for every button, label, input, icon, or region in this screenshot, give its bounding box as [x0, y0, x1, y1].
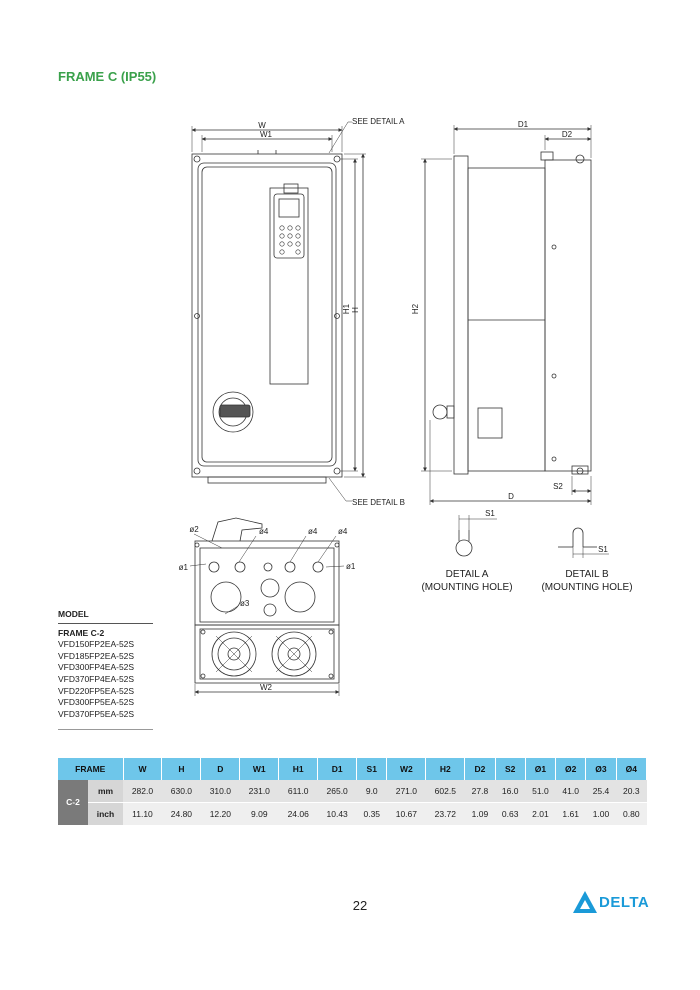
detail-b-title: DETAIL B [565, 569, 609, 580]
model-item: VFD185FP2EA-52S [58, 650, 135, 661]
dim-w-label: W [258, 121, 266, 130]
value-cell: 23.72 [426, 803, 465, 826]
value-cell: 51.0 [525, 780, 555, 803]
header-cell: H1 [279, 758, 318, 780]
value-cell: 1.61 [556, 803, 586, 826]
detail-a-subtitle: (MOUNTING HOLE) [421, 582, 513, 593]
value-cell: 0.80 [616, 803, 646, 826]
dim-h1-label: H1 [342, 303, 351, 315]
value-cell: 611.0 [279, 780, 318, 803]
value-cell: 602.5 [426, 780, 465, 803]
header-cell: W2 [387, 758, 426, 780]
bottom-phi1-right-label: ø1 [346, 562, 356, 571]
see-detail-b-label: SEE DETAIL B [352, 498, 405, 507]
front-view [192, 150, 342, 483]
model-item: VFD300FP5EA-52S [58, 697, 135, 708]
header-cell: FRAME [58, 758, 123, 780]
header-cell: Ø2 [556, 758, 586, 780]
detail-a [456, 515, 497, 556]
value-cell: 2.01 [525, 803, 555, 826]
see-detail-a-label: SEE DETAIL A [352, 117, 405, 126]
header-cell: W [123, 758, 162, 780]
header-cell: S1 [357, 758, 387, 780]
value-cell: 41.0 [556, 780, 586, 803]
logo-text: DELTA [599, 894, 650, 911]
value-cell: 231.0 [240, 780, 279, 803]
value-cell: 630.0 [162, 780, 201, 803]
page-title: FRAME C (IP55) [58, 69, 157, 84]
value-cell: 24.80 [162, 803, 201, 826]
model-item: VFD370FP5EA-52S [58, 708, 135, 719]
header-cell: Ø1 [525, 758, 555, 780]
bottom-phi2-label: ø2 [189, 525, 199, 534]
bottom-view [195, 518, 339, 683]
header-cell: D1 [318, 758, 357, 780]
bottom-phi3-label: ø3 [240, 599, 250, 608]
dim-d-label: D [508, 492, 514, 501]
header-cell: H [162, 758, 201, 780]
value-cell: 24.06 [279, 803, 318, 826]
value-cell: 20.3 [616, 780, 646, 803]
value-cell: 1.09 [465, 803, 495, 826]
header-cell: S2 [495, 758, 525, 780]
dimension-table [58, 758, 647, 826]
header-cell: Ø4 [616, 758, 646, 780]
model-header: MODEL [58, 609, 153, 624]
unit-cell: mm [88, 780, 123, 803]
table-row [58, 780, 647, 803]
dim-s2-label: S2 [553, 482, 563, 491]
value-cell: 310.0 [201, 780, 240, 803]
table-header-row [58, 758, 647, 780]
header-cell: D2 [465, 758, 495, 780]
side-view [433, 152, 591, 474]
value-cell: 0.63 [495, 803, 525, 826]
table-row [58, 803, 647, 826]
bottom-phi4-right-label: ø4 [338, 527, 348, 536]
value-cell: 1.00 [586, 803, 616, 826]
header-cell: H2 [426, 758, 465, 780]
dim-d1-label: D1 [517, 120, 529, 129]
value-cell: 11.10 [123, 803, 162, 826]
dim-w1-label: W1 [260, 130, 272, 139]
unit-cell: inch [88, 803, 123, 826]
model-item: VFD300FP4EA-52S [58, 662, 135, 673]
dim-w2-label: W2 [260, 683, 272, 692]
dim-h-label: H [351, 307, 360, 313]
header-cell: D [201, 758, 240, 780]
delta-logo-icon [572, 889, 598, 915]
detail-a-s1-label: S1 [485, 509, 495, 518]
value-cell: 9.0 [357, 780, 387, 803]
dim-h2-label: H2 [411, 303, 420, 315]
detail-b-subtitle: (MOUNTING HOLE) [541, 582, 633, 593]
header-cell: W1 [240, 758, 279, 780]
value-cell: 10.43 [318, 803, 357, 826]
model-item: VFD150FP2EA-52S [58, 639, 135, 650]
value-cell: 12.20 [201, 803, 240, 826]
bottom-phi4-left-label: ø4 [259, 527, 269, 536]
frame-cell: C-2 [58, 780, 88, 825]
value-cell: 25.4 [586, 780, 616, 803]
dim-d2-label: D2 [561, 130, 573, 139]
detail-a-title: DETAIL A [445, 569, 489, 580]
model-frame: FRAME C-2 [58, 627, 105, 638]
header-cell: Ø3 [586, 758, 616, 780]
model-item: VFD370FP4EA-52S [58, 673, 135, 684]
value-cell: 0.35 [357, 803, 387, 826]
value-cell: 271.0 [387, 780, 426, 803]
value-cell: 265.0 [318, 780, 357, 803]
value-cell: 10.67 [387, 803, 426, 826]
delta-logo [572, 889, 664, 915]
model-list [58, 609, 153, 730]
page-number: 22 [352, 898, 368, 913]
model-item: VFD220FP5EA-52S [58, 685, 135, 696]
bottom-phi1-left-label: ø1 [178, 563, 188, 572]
detail-b-s1-label: S1 [598, 545, 608, 554]
value-cell: 9.09 [240, 803, 279, 826]
value-cell: 16.0 [495, 780, 525, 803]
value-cell: 27.8 [465, 780, 495, 803]
value-cell: 282.0 [123, 780, 162, 803]
bottom-phi4-mid-label: ø4 [308, 527, 318, 536]
